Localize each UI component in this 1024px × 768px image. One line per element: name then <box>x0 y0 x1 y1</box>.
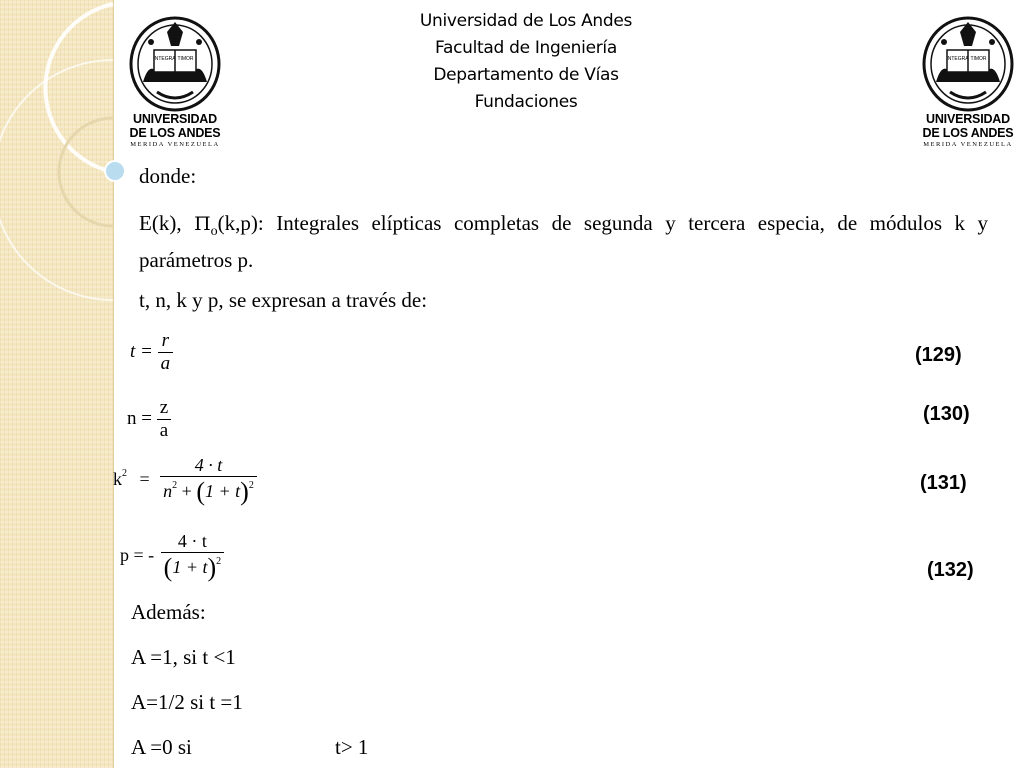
condition-2: A=1/2 si t =1 <box>131 690 243 714</box>
equation-number-132: (132) <box>927 559 974 581</box>
equation-129: t = $\frac{r}{a}$ <box>130 330 173 375</box>
condition-3-right: t> 1 <box>335 735 369 759</box>
logo-name-line1: UNIVERSIDAD <box>133 112 217 126</box>
decorative-circles <box>0 0 135 768</box>
svg-text:TIMOR: TIMOR <box>177 56 194 62</box>
text-ademas: Además: <box>131 600 206 624</box>
course-name: Fundaciones <box>474 92 578 112</box>
university-seal-icon <box>127 12 223 112</box>
department-name: Departamento de Vías <box>433 65 619 85</box>
equation-number-130: (130) <box>923 403 970 425</box>
equation-number-131: (131) <box>920 472 967 494</box>
university-logo-left <box>127 12 223 150</box>
condition-3-left: A =0 si <box>131 735 192 759</box>
logo-name-line1: UNIVERSIDAD <box>926 112 1010 126</box>
paragraph-definitions: E(k), $\Pi_o(k,p)$: Integrales elípticas completas de segunda y tercera especia, de módulos k y parámetros p. <box>139 211 988 273</box>
svg-text:INTEGRA: INTEGRA <box>946 56 969 62</box>
equation-130: n = $\frac{z}{a}$ <box>127 397 171 442</box>
logo-city: MERIDA VENEZUELA <box>923 141 1013 148</box>
equation-132: p = - $\frac{4 \cdot t}{(1 + t)^2}$ <box>120 531 224 583</box>
svg-text:INTEGRA: INTEGRA <box>153 56 176 62</box>
equation-131: $k^2$ = $\frac{4 \cdot t}{n^2 + (1 + t)^2}$ <box>113 455 257 507</box>
condition-1: A =1, si t <1 <box>131 645 236 669</box>
faculty-name: Facultad de Ingeniería <box>435 38 617 58</box>
paragraph-expressions: t, n, k y p, se expresan a través de: <box>139 288 428 312</box>
equation-number-129: (129) <box>915 344 962 366</box>
logo-name-line2: DE LOS ANDES <box>922 126 1014 140</box>
logo-name-line2: DE LOS ANDES <box>129 126 221 140</box>
university-logo-right <box>920 12 1016 150</box>
institution-header <box>380 8 672 116</box>
svg-text:TIMOR: TIMOR <box>970 56 987 62</box>
pi-symbol: Π <box>194 213 211 235</box>
university-seal-icon <box>920 12 1016 112</box>
paragraph-donde: donde: <box>139 164 197 188</box>
logo-city: MERIDA VENEZUELA <box>130 141 220 148</box>
university-name: Universidad de Los Andes <box>419 11 633 31</box>
